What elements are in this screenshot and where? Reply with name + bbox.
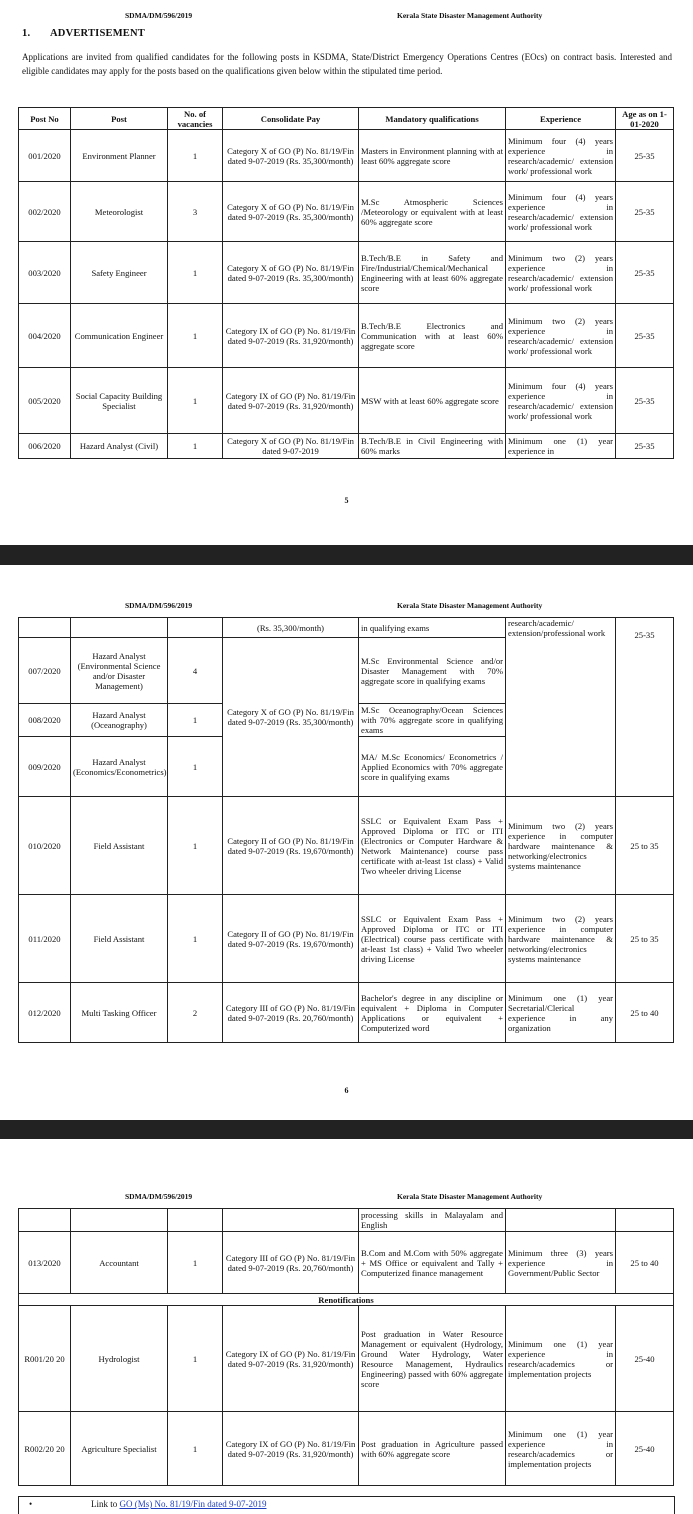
table-row [19, 182, 674, 242]
cell-post-no: 002/2020 [19, 182, 71, 242]
cell-experience: Minimum four (4) years experience in research/academic/ extension work/ professional work [506, 368, 616, 434]
authority-name: Kerala State Disaster Management Authority [397, 601, 543, 610]
cell-post-no: R001/20 20 [19, 1306, 71, 1412]
cell-post: Communication Engineer [71, 304, 168, 368]
col-post: Post [71, 108, 168, 130]
cell-vacancies: 4 [168, 638, 223, 704]
cell-post-no: 008/2020 [19, 704, 71, 737]
cell-vacancies: 1 [168, 704, 223, 737]
cell-qualification: Post graduation in Agriculture passed with 60% aggregate score [359, 1412, 506, 1486]
cell-post: Meteorologist [71, 182, 168, 242]
cell-post-no: 010/2020 [19, 797, 71, 895]
link-label: Link to [91, 1499, 118, 1509]
cell-qualification: SSLC or Equivalent Exam Pass + Approved Diploma or ITC or ITI (Electrical) course pass certificate with at-least 1st class) + Valid Two wheeler driving License [359, 895, 506, 983]
table-header-row [19, 108, 674, 130]
cell-vacancies: 1 [168, 1232, 223, 1294]
cell-qualification: MA/ M.Sc Economics/ Econometrics / Applied Economics with 70% aggregate score in qualifying exams [359, 737, 506, 797]
cell-empty [19, 1209, 71, 1232]
cell-qualification: M.Sc Environmental Science and/or Disaster Management with 70% aggregate score in qualifying exams [359, 638, 506, 704]
cell-experience: Minimum three (3) years experience in Government/Public Sector [506, 1232, 616, 1294]
table-row [19, 1412, 674, 1486]
cell-pay: Category X of GO (P) No. 81/19/Fin dated 9-07-2019 (Rs. 35,300/month) [223, 638, 359, 797]
cell-vacancies: 1 [168, 368, 223, 434]
cell-experience: Minimum four (4) years experience in research/academic/ extension work/ professional work [506, 130, 616, 182]
cell-experience: Minimum two (2) years experience in computer hardware maintenance & networking/electronics systems maintenance [506, 797, 616, 895]
table-row [19, 797, 674, 895]
cell-vacancies: 1 [168, 242, 223, 304]
authority-name: Kerala State Disaster Management Authority [397, 11, 543, 20]
cell-age: 25-35 [616, 130, 674, 182]
col-vacancies: No. of vacancies [168, 108, 223, 130]
cell-pay: Category IX of GO (P) No. 81/19/Fin dated 9-07-2019 (Rs. 31,920/month) [223, 1306, 359, 1412]
cell-qualification: processing skills in Malayalam and English [359, 1209, 506, 1232]
page-separator [0, 1120, 693, 1140]
link-row [18, 1496, 675, 1514]
cell-post-no: 013/2020 [19, 1232, 71, 1294]
cell-post: Agriculture Specialist [71, 1412, 168, 1486]
table-row [19, 130, 674, 182]
go-order-link[interactable]: GO (Ms) No. 81/19/Fin dated 9-07-2019 [119, 1499, 267, 1509]
cell-pay: Category II of GO (P) No. 81/19/Fin dated 9-07-2019 (Rs. 19,670/month) [223, 797, 359, 895]
cell-age: 25-40 [616, 1412, 674, 1486]
cell-post: Environment Planner [71, 130, 168, 182]
cell-vacancies: 1 [168, 434, 223, 459]
cell-pay: Category II of GO (P) No. 81/19/Fin dated 9-07-2019 (Rs. 19,670/month) [223, 895, 359, 983]
cell-post: Hazard Analyst (Environmental Science and/or Disaster Management) [71, 638, 168, 704]
link-line [91, 1499, 267, 1509]
table-row [19, 304, 674, 368]
cell-post: Field Assistant [71, 797, 168, 895]
col-qualifications: Mandatory qualifications [359, 108, 506, 130]
cell-experience: Minimum two (2) years experience in computer hardware maintenance & networking/electronics systems maintenance [506, 895, 616, 983]
renotifications-row [19, 1294, 674, 1306]
cell-post: Hazard Analyst (Civil) [71, 434, 168, 459]
cell-age: 25 to 35 [616, 797, 674, 895]
cell-age: 25 to 40 [616, 983, 674, 1043]
col-post-no: Post No [19, 108, 71, 130]
cell-post-no: 004/2020 [19, 304, 71, 368]
cell-post-no: 011/2020 [19, 895, 71, 983]
doc-reference: SDMA/DM/596/2019 [125, 11, 193, 20]
cell-qualification: Post graduation in Water Resource Management or equivalent (Hydrology, Ground Water Hydrology, Water Resource Management, Hydraulics Engineering) passed with 60% aggregate score [359, 1306, 506, 1412]
col-pay: Consolidate Pay [223, 108, 359, 130]
table-row-continued [19, 618, 674, 638]
table-row [19, 983, 674, 1043]
table-row [19, 368, 674, 434]
page-separator [0, 545, 693, 565]
col-age: Age as on 1-01-2020 [616, 108, 674, 130]
cell-age: 25-35 [616, 304, 674, 368]
cell-qualification: M.Sc Oceanography/Ocean Sciences with 70% aggregate score in qualifying exams [359, 704, 506, 737]
cell-qualification: Masters in Environment planning with at least 60% aggregate score [359, 130, 506, 182]
section-number: 1. [22, 28, 31, 39]
cell-pay: (Rs. 35,300/month) [223, 618, 359, 638]
cell-empty [223, 1209, 359, 1232]
table-row [19, 242, 674, 304]
cell-experience: Minimum one (1) year Secretarial/Clerical experience in any organization [506, 983, 616, 1043]
cell-qualification: SSLC or Equivalent Exam Pass + Approved Diploma or ITC or ITI (Electronics or Computer Hardware & Network Maintenance) course pass certificate with at-least 1st class) + Valid Two wheeler driving License [359, 797, 506, 895]
cell-experience: research/academic/ extension/professional work [506, 618, 616, 797]
cell-post-no: 005/2020 [19, 368, 71, 434]
cell-post-no: 009/2020 [19, 737, 71, 797]
cell-qualification: B.Com and M.Com with 50% aggregate + MS Office or equivalent and Tally + Computerized finance management [359, 1232, 506, 1294]
cell-vacancies: 1 [168, 304, 223, 368]
cell-vacancies: 1 [168, 895, 223, 983]
cell-post: Accountant [71, 1232, 168, 1294]
section-title: ADVERTISEMENT [50, 28, 145, 39]
cell-age: 25 to 40 [616, 1232, 674, 1294]
table-row [19, 1232, 674, 1294]
cell-post-no: R002/20 20 [19, 1412, 71, 1486]
cell-pay: Category IX of GO (P) No. 81/19/Fin dated 9-07-2019 (Rs. 31,920/month) [223, 1412, 359, 1486]
cell-post-no: 006/2020 [19, 434, 71, 459]
cell-vacancies: 1 [168, 130, 223, 182]
renotifications-heading: Renotifications [19, 1294, 674, 1306]
col-experience: Experience [506, 108, 616, 130]
cell-pay: Category X of GO (P) No. 81/19/Fin dated 9-07-2019 (Rs. 35,300/month) [223, 182, 359, 242]
cell-post-no: 007/2020 [19, 638, 71, 704]
authority-name: Kerala State Disaster Management Authority [397, 1192, 543, 1201]
cell-experience: Minimum one (1) year experience in research/academics or implementation projects [506, 1306, 616, 1412]
cell-qualification: Bachelor's degree in any discipline or equivalent + Diploma in Computer Applications or equivalent + Computerized word [359, 983, 506, 1043]
cell-experience: Minimum four (4) years experience in research/academic/ extension work/ professional work [506, 182, 616, 242]
cell-pay: Category IX of GO (P) No. 81/19/Fin dated 9-07-2019 (Rs. 31,920/month) [223, 368, 359, 434]
cell-age: 25-35 [616, 618, 674, 797]
cell-age: 25-40 [616, 1306, 674, 1412]
cell-pay: Category X of GO (P) No. 81/19/Fin dated 9-07-2019 (Rs. 35,300/month) [223, 130, 359, 182]
cell-vacancies: 2 [168, 983, 223, 1043]
cell-experience: Minimum two (2) years experience in research/academic/ extension work/ professional work [506, 304, 616, 368]
cell-pay: Category X of GO (P) No. 81/19/Fin dated 9-07-2019 (Rs. 35,300/month) [223, 242, 359, 304]
cell-qualification: MSW with at least 60% aggregate score [359, 368, 506, 434]
cell-pay: Category III of GO (P) No. 81/19/Fin dated 9-07-2019 (Rs. 20,760/month) [223, 983, 359, 1043]
cell-age: 25-35 [616, 242, 674, 304]
posts-table-page3 [18, 1208, 674, 1486]
table-row-continued [19, 1209, 674, 1232]
cell-qualification: in qualifying exams [359, 618, 506, 638]
cell-post-no: 003/2020 [19, 242, 71, 304]
cell-experience: Minimum two (2) years experience in research/academic/ extension work/ professional work [506, 242, 616, 304]
cell-age: 25-35 [616, 368, 674, 434]
cell-post: Multi Tasking Officer [71, 983, 168, 1043]
cell-pay: Category III of GO (P) No. 81/19/Fin dated 9-07-2019 (Rs. 20,760/month) [223, 1232, 359, 1294]
cell-experience: Minimum one (1) year experience in [506, 434, 616, 459]
cell-post: Safety Engineer [71, 242, 168, 304]
table-row [19, 434, 674, 459]
posts-table-page2 [18, 617, 674, 1043]
page-number: 5 [344, 496, 349, 505]
bullet: • [29, 1499, 33, 1509]
table-row [19, 1306, 674, 1412]
cell-qualification: B.Tech/B.E Electronics and Communication with at least 60% aggregate score [359, 304, 506, 368]
cell-empty [19, 618, 71, 638]
cell-experience: Minimum one (1) year experience in research/academics or implementation projects [506, 1412, 616, 1486]
doc-reference: SDMA/DM/596/2019 [125, 601, 193, 610]
intro-paragraph: Applications are invited from qualified candidates for the following posts in KSDMA, State/District Emergency Operations Centres (EOcs) on contract basis. Interested and eligible candidates may apply for the posts based on the qualifications given below within the stipulated time period. [22, 52, 672, 76]
document-page-5 [0, 0, 693, 512]
cell-post: Hazard Analyst (Economics/Econometrics) [71, 737, 168, 797]
cell-vacancies: 1 [168, 737, 223, 797]
cell-vacancies: 3 [168, 182, 223, 242]
doc-reference: SDMA/DM/596/2019 [125, 1192, 193, 1201]
cell-empty [168, 618, 223, 638]
cell-pay: Category X of GO (P) No. 81/19/Fin dated 9-07-2019 [223, 434, 359, 459]
cell-empty [168, 1209, 223, 1232]
cell-vacancies: 1 [168, 1306, 223, 1412]
section-heading [22, 28, 145, 39]
cell-empty [506, 1209, 616, 1232]
cell-post-no: 001/2020 [19, 130, 71, 182]
cell-age: 25 to 35 [616, 895, 674, 983]
cell-age: 25-35 [616, 182, 674, 242]
cell-pay: Category IX of GO (P) No. 81/19/Fin dated 9-07-2019 (Rs. 31,920/month) [223, 304, 359, 368]
table-row [19, 895, 674, 983]
cell-post: Hazard Analyst (Oceanography) [71, 704, 168, 737]
posts-table-page1 [18, 107, 674, 459]
cell-qualification: B.Tech/B.E in Civil Engineering with 60% marks [359, 434, 506, 459]
cell-post: Social Capacity Building Specialist [71, 368, 168, 434]
cell-post: Hydrologist [71, 1306, 168, 1412]
cell-post-no: 012/2020 [19, 983, 71, 1043]
cell-vacancies: 1 [168, 1412, 223, 1486]
cell-qualification: B.Tech/B.E in Safety and Fire/Industrial/Chemical/Mechanical Engineering with at least 60% aggregate score [359, 242, 506, 304]
cell-vacancies: 1 [168, 797, 223, 895]
cell-qualification: M.Sc Atmospheric Sciences /Meteorology or equivalent with at least 60% aggregate score [359, 182, 506, 242]
cell-empty [616, 1209, 674, 1232]
cell-age: 25-35 [616, 434, 674, 459]
cell-post: Field Assistant [71, 895, 168, 983]
page-number: 6 [344, 1086, 349, 1095]
cell-empty [71, 618, 168, 638]
cell-empty [71, 1209, 168, 1232]
